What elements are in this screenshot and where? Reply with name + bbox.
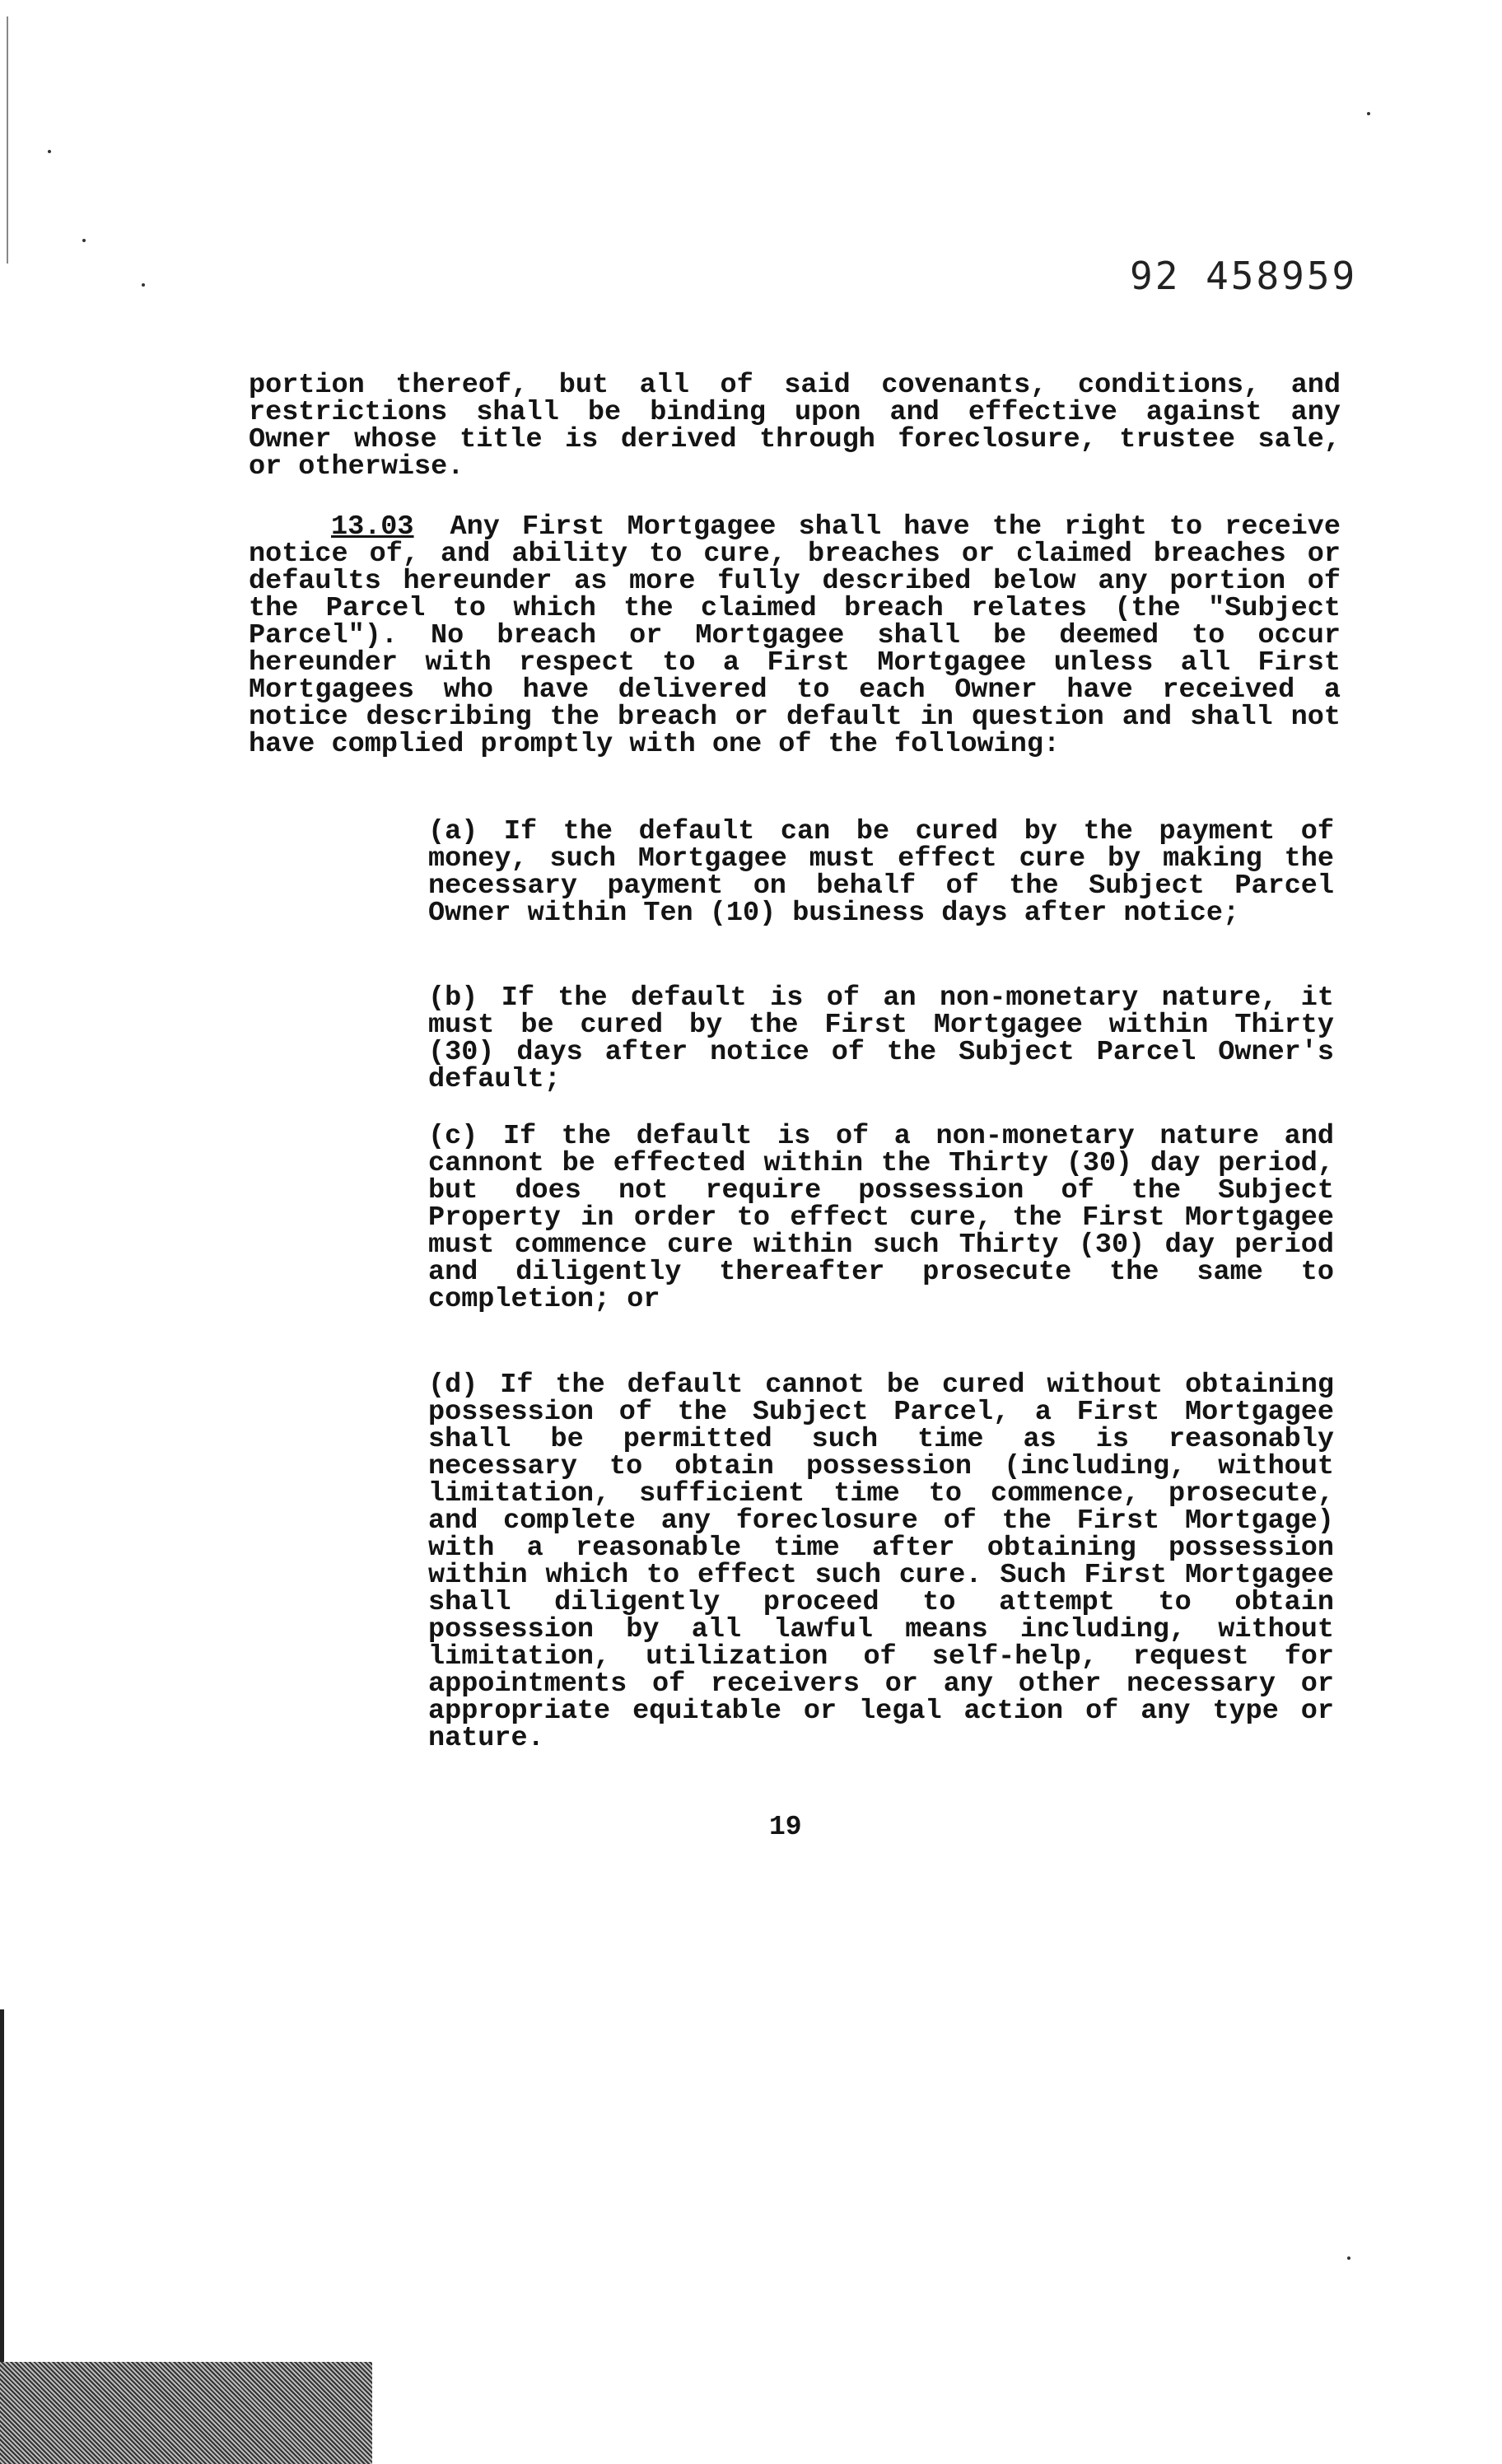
list-item-b: (b) If the default is of an non-monetary nature, it must be cured by the First Mortgagee within Thirty (30) days after notice of the Subject Parcel Owner's default;: [428, 982, 1334, 1095]
scan-speck: [48, 150, 51, 153]
page-number: 19: [769, 1812, 802, 1842]
list-item-d: (d) If the default cannot be cured without obtaining possession of the Subject Parcel, a First Mortgagee shall be permitted such time as is reasonably necessary to obtain possession (including, without limitation, sufficient time to commence, prosecute, and complete any foreclosure of the First Mortgage) with a reasonable time after obtaining possession within which to effect such cure. Such First Mortgagee shall diligently proceed to attempt to obtain possession by all lawful means including, without limitation, utilization of self-help, request for appointments of receivers or any other necessary or appropriate equitable or legal action of any type or nature.: [428, 1370, 1334, 1754]
list-item-a: (a) If the default can be cured by the payment of money, such Mortgagee must effect cure by making the necessary payment on behalf of the Subject Parcel Owner within Ten (10) business days after notice;: [428, 816, 1334, 929]
scan-edge-mark: [7, 16, 8, 264]
scan-speck: [1347, 2256, 1350, 2260]
scan-speck: [142, 283, 145, 287]
scan-speck: [82, 239, 86, 242]
lead-paragraph: portion thereof, but all of said covenants, conditions, and restrictions shall be binding upon and effective against any Owner whose title is derived through foreclosure, trustee sale, or otherwise.: [249, 370, 1341, 483]
scan-speck: [1367, 112, 1370, 115]
scan-noise-block: [0, 2362, 372, 2464]
list-item-c: (c) If the default is of a non-monetary nature and cannont be effected within the Thirty (30) day period, but does not require possession of the Subject Property in order to effect cure, the First Mortgagee must commence cure within such Thirty (30) day period and diligently thereafter prosecute the same to completion; or: [428, 1121, 1334, 1315]
section-13-03-text: Any First Mortgagee shall have the right to receive notice of, and ability to cure, breaches or claimed breaches or defaults hereunder as more fully described below any portion of the Parcel to which the claimed breach relates (the "Subject Parcel"). No breach or Mortgagee shall be deemed to occur hereunder with respect to a First Mortgagee unless all First Mortgagees who have delivered to each Owner have received a notice describing the breach or default in question and shall not have complied promptly with one of the following:: [249, 511, 1341, 760]
section-13-03-paragraph: [249, 511, 1341, 760]
document-number: 92 458959: [1130, 254, 1358, 298]
section-number: 13.03: [331, 511, 414, 543]
